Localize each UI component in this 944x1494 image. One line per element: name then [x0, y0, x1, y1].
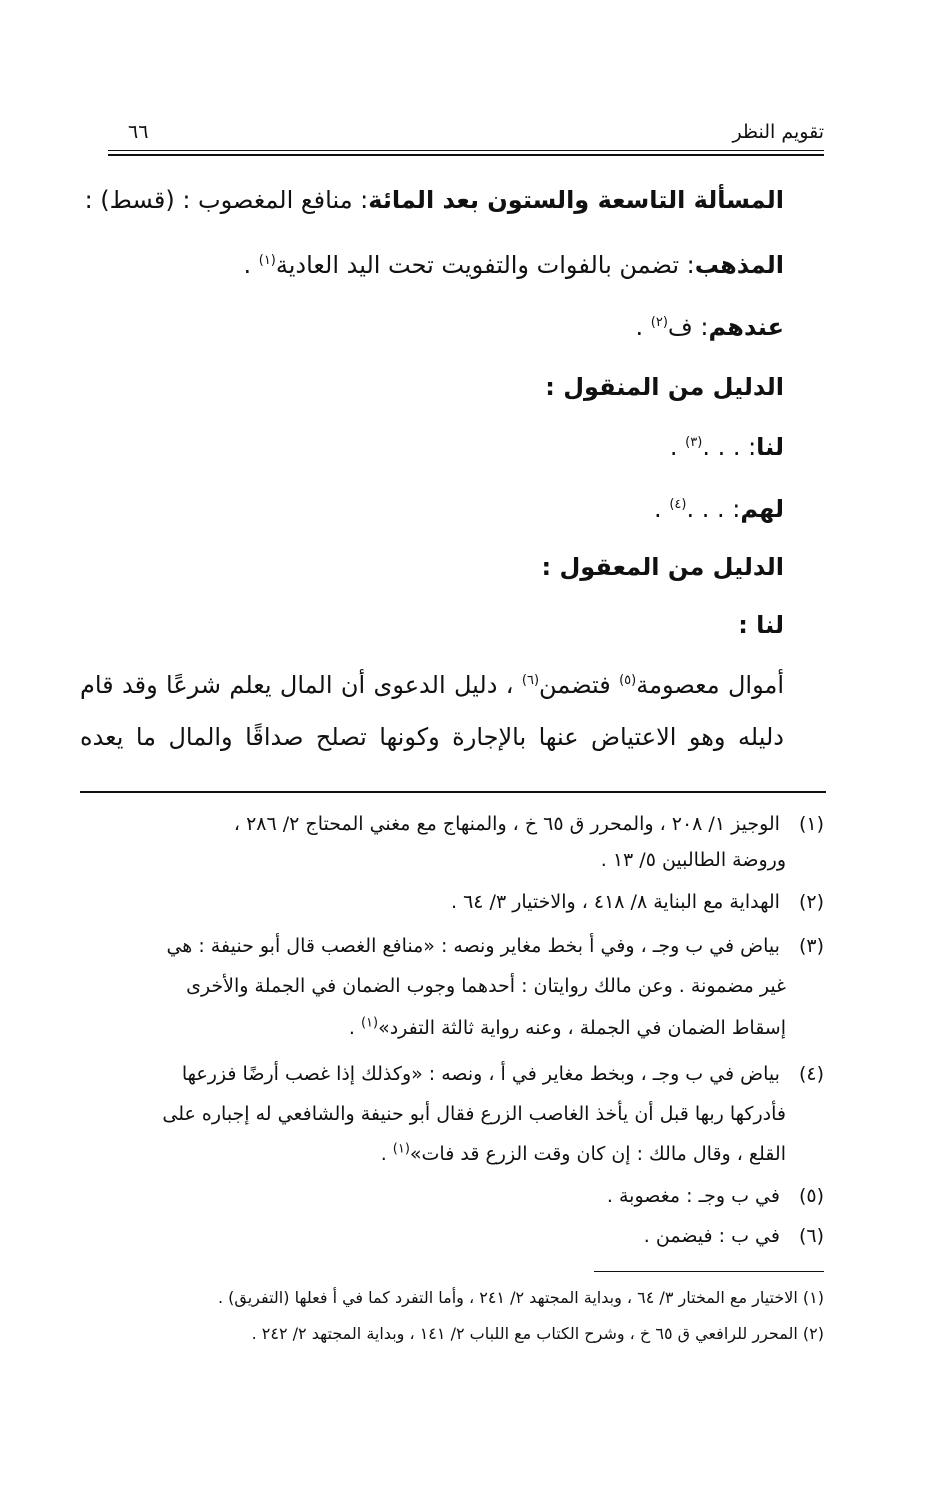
for-them-end: . — [654, 495, 670, 523]
footnote-4-line-3 — [80, 1136, 786, 1172]
footnote-1-text: الوجيز ١/ ٢٠٨ ، والمحرر ق ٦٥ خ ، والمنهاج مع مغني المحتاج ٢/ ٢٨٦ ، — [233, 813, 780, 835]
footnote-2 — [80, 884, 824, 920]
footnote-ref-5: (٥) — [619, 673, 637, 688]
their-view-line — [80, 302, 784, 352]
for-us-rational-label: لنا : — [738, 611, 784, 639]
footnote-4-number: (٤) — [798, 1063, 824, 1085]
footnote-4-period: . — [380, 1143, 393, 1165]
footnote-6 — [80, 1218, 824, 1254]
footnote-4-text: بياض في ب وجـ ، وبخط مغاير في أ ، ونصه : «وكذلك إذا غصب أرضًا فزرعها — [181, 1063, 780, 1085]
footnote-ref-1: (١) — [258, 253, 276, 268]
footnote-5 — [80, 1178, 824, 1214]
madhhab-end: . — [243, 251, 259, 279]
footnote-2-text: الهداية مع البناية ٨/ ٤١٨ ، والاختيار ٣/ ٦٤ . — [450, 891, 780, 913]
for-them-label: لهم — [740, 495, 784, 523]
for-us-label: لنا — [756, 433, 784, 461]
footnote-1-line-2: وروضة الطالبين ٥/ ١٣ . — [600, 849, 786, 871]
subfootnote-separator — [594, 1271, 824, 1272]
transmitted-evidence-heading: الدليل من المنقول : — [545, 373, 784, 401]
footnote-3-subref: (١) — [360, 1015, 379, 1031]
issue-heading: المسألة التاسعة والستون بعد المائة — [368, 186, 784, 214]
subfootnote-1-number: (١) — [802, 1288, 824, 1307]
footnote-3-line-1 — [80, 928, 824, 964]
madhhab-label: المذهب — [694, 251, 784, 279]
subfootnote-1-text: الاختيار مع المختار ٣/ ٦٤ ، وبداية المجتهد ٢/ ٢٤١ ، وأما التفرد كما في أ فعلها (التفريق) . — [217, 1288, 798, 1307]
footnote-ref-3: (٣) — [685, 435, 703, 450]
footnote-ref-6: (٦) — [521, 673, 540, 688]
footnote-1-line-1 — [80, 806, 824, 842]
footnote-6-text: في ب : فيضمن . — [643, 1225, 780, 1247]
rational-evidence-heading: الدليل من المعقول : — [541, 553, 784, 581]
footnote-2-number: (٢) — [798, 891, 824, 913]
footnote-4-line-2: فأدركها ربها قبل أن يأخذ الغاصب الزرع فقال أبو حنيفة والشافعي له إجباره على — [162, 1103, 786, 1125]
argument-text-a: أموال معصومة — [636, 671, 784, 699]
footnote-ref-2: (٢) — [650, 315, 668, 330]
footnote-5-text: في ب وجـ : مغصوبة . — [606, 1185, 780, 1207]
for-us-text: : . . . — [702, 433, 757, 461]
footnote-3-period: . — [348, 1017, 361, 1039]
issue-heading-line — [80, 175, 784, 225]
subfootnote-2-number: (٢) — [802, 1324, 824, 1343]
running-header — [108, 118, 824, 146]
footnote-5-number: (٥) — [798, 1185, 824, 1207]
header-rule-thin — [108, 150, 824, 151]
footnote-4-subref: (١) — [392, 1141, 410, 1157]
footnote-separator — [80, 791, 826, 793]
for-them-text: : . . . — [686, 495, 741, 523]
for-us-end: . — [669, 433, 686, 461]
argument-line-1 — [80, 660, 784, 710]
argument-text-b: فتضمن — [539, 671, 620, 699]
madhhab-text: : تضمن بالفوات والتفويت تحت اليد العادية — [275, 251, 695, 279]
footnote-ref-4: (٤) — [669, 497, 687, 512]
issue-topic: : منافع المغصوب : (قسط) : — [84, 186, 369, 214]
subfootnote-2-text: المحرر للرافعي ق ٦٥ خ ، وشرح الكتاب مع اللباب ٢/ ١٤١ ، وبداية المجتهد ٢/ ٢٤٢ . — [251, 1324, 798, 1343]
their-view-text: : ف — [667, 313, 709, 341]
footnote-3-line-2: غير مضمونة . وعن مالك روايتان : أحدهما وجوب الضمان في الجملة والأخرى — [186, 975, 786, 997]
footnote-3-line-3 — [80, 1010, 786, 1046]
footnote-3-text-end: إسقاط الضمان في الجملة ، وعنه رواية ثالثة التفرد» — [378, 1017, 786, 1039]
subfootnote-2 — [100, 1318, 824, 1350]
book-title: تقويم النظر — [732, 121, 824, 143]
argument-line-2: دليله وهو الاعتياض عنها بالإجارة وكونها تصلح صداقًا والمال ما يعده — [80, 723, 784, 751]
footnote-3-text: بياض في ب وجـ ، وفي أ بخط مغاير ونصه : «منافع الغصب قال أبو حنيفة : هي — [166, 935, 780, 957]
for-them-line — [80, 484, 784, 534]
page-number: ٦٦ — [128, 121, 149, 143]
for-us-transmitted-line — [80, 422, 784, 472]
header-rule-thick — [108, 154, 824, 156]
argument-text-c: ، دليل الدعوى أن المال يعلم شرعًا وقد قام — [80, 671, 522, 699]
footnote-1-number: (١) — [798, 813, 824, 835]
their-view-label: عندهم — [708, 313, 784, 341]
madhhab-line — [80, 240, 784, 290]
footnote-6-number: (٦) — [798, 1225, 824, 1247]
footnote-4-line-1 — [80, 1056, 824, 1092]
footnote-4-text-end: القلع ، وقال مالك : إن كان وقت الزرع قد فات» — [409, 1143, 786, 1165]
their-view-end: . — [635, 313, 651, 341]
subfootnote-1 — [100, 1282, 824, 1314]
footnote-3-number: (٣) — [798, 935, 824, 957]
